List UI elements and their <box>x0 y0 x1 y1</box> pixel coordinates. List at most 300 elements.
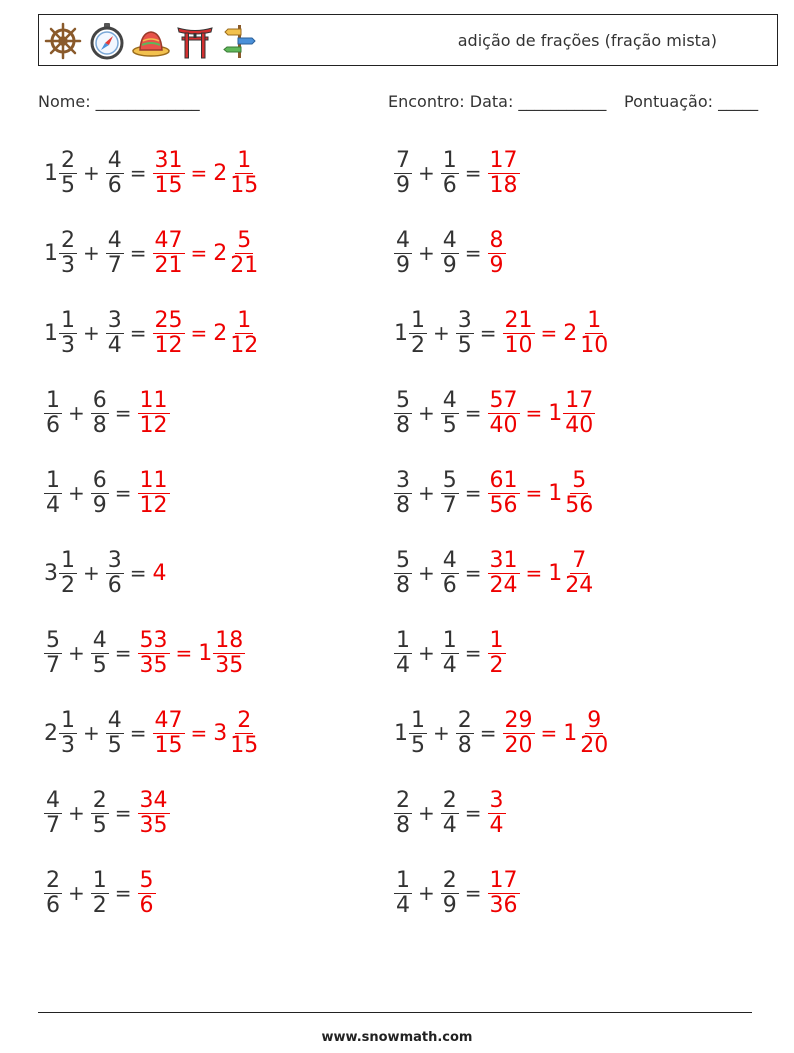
answer-improper-fraction-numerator: 17 <box>489 867 518 893</box>
ship-wheel-icon <box>43 21 83 61</box>
operand-a-fraction-numerator: 1 <box>61 547 75 573</box>
answer-mixed-fraction-numerator: 17 <box>565 387 594 413</box>
problem-row <box>394 783 506 843</box>
plus-sign: + <box>433 721 450 745</box>
operand-b-fraction-numerator: 1 <box>442 147 457 173</box>
answer-equals-sign: = <box>190 321 208 345</box>
plus-sign: + <box>433 321 450 345</box>
answer-improper-fraction-numerator: 3 <box>489 787 504 813</box>
answer-mixed-fraction <box>228 149 260 198</box>
answer-mixed-whole: 1 <box>198 640 213 666</box>
answer-mixed-whole: 1 <box>563 720 578 746</box>
icon-strip <box>43 21 259 61</box>
answer-improper-fraction-numerator: 11 <box>139 467 168 493</box>
operand-b-fraction <box>441 789 459 838</box>
answer-improper-fraction-denominator: 21 <box>154 252 183 278</box>
operand-a-fraction-numerator: 5 <box>46 627 60 653</box>
operand-b-fraction-numerator: 3 <box>107 547 122 573</box>
answer-equals-sign: = <box>540 321 558 345</box>
operand-b-fraction-denominator: 6 <box>442 572 457 598</box>
operand-b-fraction <box>106 149 124 198</box>
operand-a-fraction-denominator: 8 <box>396 412 410 438</box>
problem-row <box>394 303 610 363</box>
answer-mixed-fraction <box>228 709 260 758</box>
operand-a-fraction-numerator: 2 <box>396 787 410 813</box>
operand-a-fraction <box>394 389 412 438</box>
operand-a-fraction-numerator: 2 <box>61 227 75 253</box>
answer-mixed-fraction <box>563 389 595 438</box>
problem-row <box>394 463 595 523</box>
answer-mixed-whole: 2 <box>213 320 228 346</box>
plus-sign: + <box>418 641 435 665</box>
equals-sign: = <box>464 481 482 505</box>
answer-improper-fraction-denominator: 35 <box>139 652 168 678</box>
answer-equals-sign: = <box>525 561 543 585</box>
answer-improper-fraction-numerator: 31 <box>154 147 183 173</box>
answer-improper-fraction <box>153 309 185 358</box>
problem-row <box>394 223 506 283</box>
answer-improper-fraction <box>138 469 170 518</box>
operand-b-fraction-denominator: 9 <box>92 492 107 518</box>
answer-improper-fraction <box>503 309 535 358</box>
answer <box>153 149 261 198</box>
operand-a-fraction-numerator: 3 <box>396 467 410 493</box>
answer-improper-fraction-denominator: 4 <box>489 812 504 838</box>
answer-equals-sign: = <box>175 641 193 665</box>
operand-a-fraction-numerator: 4 <box>396 227 410 253</box>
answer-improper-fraction-denominator: 9 <box>489 252 504 278</box>
operand-b-fraction <box>441 869 459 918</box>
operand-b-fraction <box>91 869 109 918</box>
answer-improper-fraction-denominator: 10 <box>504 332 533 358</box>
answer-equals-sign: = <box>190 721 208 745</box>
operand-b-fraction <box>106 309 124 358</box>
problem-row <box>44 463 170 523</box>
answer-improper-fraction-denominator: 20 <box>504 732 533 758</box>
answer <box>153 561 168 586</box>
equals-sign: = <box>464 801 482 825</box>
operand-a-fraction-denominator: 2 <box>411 332 425 358</box>
answer-improper-fraction-denominator: 2 <box>489 652 504 678</box>
compass-icon <box>87 21 127 61</box>
answer-mixed-fraction-numerator: 1 <box>237 307 252 333</box>
answer-mixed-fraction-denominator: 15 <box>230 172 259 198</box>
operand-b-fraction-numerator: 1 <box>92 867 107 893</box>
operand-a-fraction-numerator: 1 <box>46 467 60 493</box>
equals-sign: = <box>114 401 132 425</box>
operand-b-fraction <box>91 789 109 838</box>
answer <box>138 789 170 838</box>
answer-improper-fraction <box>138 389 170 438</box>
plus-sign: + <box>68 801 85 825</box>
answer <box>503 309 611 358</box>
answer-improper-fraction <box>138 629 170 678</box>
operand-b-fraction-numerator: 2 <box>457 707 472 733</box>
operand-a-fraction-numerator: 1 <box>396 867 410 893</box>
operand-a-fraction-denominator: 8 <box>396 812 410 838</box>
answer <box>503 709 611 758</box>
answer-improper-fraction-denominator: 15 <box>154 172 183 198</box>
equals-sign: = <box>479 721 497 745</box>
operand-a-fraction-denominator: 6 <box>46 412 60 438</box>
equals-sign: = <box>464 881 482 905</box>
plus-sign: + <box>83 161 100 185</box>
header-box <box>38 14 778 66</box>
answer-mixed-whole: 1 <box>548 560 563 586</box>
operand-a-fraction <box>394 229 412 278</box>
operand-b-fraction <box>441 549 459 598</box>
footer-divider <box>38 1012 752 1013</box>
operand-b-fraction-numerator: 5 <box>442 467 457 493</box>
answer-improper-fraction <box>488 149 520 198</box>
name-field-label: Nome: _____________ <box>38 92 200 111</box>
operand-a-fraction <box>59 149 77 198</box>
operand-b-fraction-numerator: 4 <box>107 147 122 173</box>
operand-b-fraction <box>441 229 459 278</box>
plus-sign: + <box>68 641 85 665</box>
operand-a-fraction-numerator: 1 <box>411 307 425 333</box>
problem-row <box>44 863 156 923</box>
plus-sign: + <box>83 721 100 745</box>
answer-mixed-fraction <box>578 709 610 758</box>
answer-improper-fraction-numerator: 8 <box>489 227 504 253</box>
answer-mixed-fraction-denominator: 20 <box>580 732 609 758</box>
operand-b-fraction-denominator: 8 <box>457 732 472 758</box>
operand-a-fraction-numerator: 2 <box>61 147 75 173</box>
operand-a-fraction-numerator: 5 <box>396 387 410 413</box>
answer <box>488 789 506 838</box>
answer-improper-fraction-numerator: 17 <box>489 147 518 173</box>
answer-mixed-fraction-numerator: 5 <box>237 227 252 253</box>
worksheet-title: adição de frações (fração mista) <box>457 31 717 50</box>
answer <box>138 389 170 438</box>
answer-mixed-fraction-denominator: 35 <box>215 652 244 678</box>
answer-improper-fraction-denominator: 18 <box>489 172 518 198</box>
answer-equals-sign: = <box>190 161 208 185</box>
date-field-label: Encontro: Data: ___________ <box>388 92 607 111</box>
operand-a-fraction-numerator: 1 <box>46 387 60 413</box>
answer-improper-fraction-numerator: 31 <box>489 547 518 573</box>
operand-b-fraction-denominator: 4 <box>442 812 457 838</box>
plus-sign: + <box>418 241 435 265</box>
answer <box>488 869 520 918</box>
answer-improper-fraction <box>488 389 520 438</box>
plus-sign: + <box>68 881 85 905</box>
operand-b-fraction-denominator: 2 <box>92 892 107 918</box>
problem-row <box>44 303 260 363</box>
operand-b-fraction-denominator: 6 <box>442 172 457 198</box>
answer-improper-fraction-denominator: 35 <box>139 812 168 838</box>
operand-a-whole: 1 <box>394 320 408 346</box>
answer-improper-fraction-denominator: 6 <box>139 892 154 918</box>
operand-a-fraction-numerator: 5 <box>396 547 410 573</box>
answer-mixed-fraction <box>563 549 595 598</box>
answer-whole: 4 <box>152 560 167 586</box>
answer-improper-fraction-numerator: 57 <box>489 387 518 413</box>
operand-b-fraction-denominator: 4 <box>107 332 122 358</box>
answer-mixed-fraction-denominator: 15 <box>230 732 259 758</box>
plus-sign: + <box>418 481 435 505</box>
operand-b-fraction-denominator: 7 <box>442 492 457 518</box>
answer-mixed-fraction-denominator: 56 <box>565 492 594 518</box>
operand-a-fraction <box>59 309 77 358</box>
equals-sign: = <box>464 241 482 265</box>
plus-sign: + <box>418 881 435 905</box>
equals-sign: = <box>129 321 147 345</box>
answer-improper-fraction-numerator: 53 <box>139 627 168 653</box>
operand-a-fraction-denominator: 9 <box>396 252 410 278</box>
operand-a-fraction-denominator: 2 <box>61 572 75 598</box>
equals-sign: = <box>464 401 482 425</box>
answer-improper-fraction-numerator: 47 <box>154 227 183 253</box>
problem-row <box>44 703 260 763</box>
operand-a-fraction <box>394 629 412 678</box>
operand-b-fraction-numerator: 3 <box>457 307 472 333</box>
operand-b-fraction-denominator: 7 <box>107 252 122 278</box>
operand-b-fraction-numerator: 4 <box>107 227 122 253</box>
answer-equals-sign: = <box>190 241 208 265</box>
answer-improper-fraction <box>488 549 520 598</box>
problem-row <box>394 863 520 923</box>
operand-b-fraction <box>441 389 459 438</box>
answer <box>488 629 506 678</box>
answer-improper-fraction <box>153 149 185 198</box>
operand-a-fraction <box>44 869 62 918</box>
answer-improper-fraction <box>488 469 520 518</box>
operand-a-fraction-denominator: 8 <box>396 572 410 598</box>
operand-b-fraction <box>106 229 124 278</box>
problem-row <box>44 543 168 603</box>
answer-improper-fraction-numerator: 1 <box>489 627 504 653</box>
operand-a-fraction <box>394 789 412 838</box>
operand-b-fraction <box>106 549 124 598</box>
answer-improper-fraction-numerator: 29 <box>504 707 533 733</box>
operand-a-fraction-numerator: 7 <box>396 147 410 173</box>
operand-a-fraction-denominator: 9 <box>396 172 410 198</box>
plus-sign: + <box>68 401 85 425</box>
operand-a-whole: 1 <box>394 720 408 746</box>
operand-a-fraction-numerator: 2 <box>46 867 60 893</box>
equals-sign: = <box>129 721 147 745</box>
operand-a-fraction-denominator: 4 <box>46 492 60 518</box>
answer <box>138 469 170 518</box>
operand-a-whole: 3 <box>44 560 58 586</box>
operand-b-fraction-denominator: 5 <box>457 332 472 358</box>
answer-improper-fraction <box>488 789 506 838</box>
sombrero-icon <box>131 21 171 61</box>
operand-a-fraction-denominator: 4 <box>396 652 410 678</box>
signpost-icon <box>219 21 259 61</box>
answer-improper-fraction-denominator: 15 <box>154 732 183 758</box>
plus-sign: + <box>418 801 435 825</box>
operand-b-fraction-numerator: 4 <box>442 547 457 573</box>
answer-improper-fraction <box>153 709 185 758</box>
operand-a-fraction <box>394 149 412 198</box>
operand-b-fraction <box>456 309 474 358</box>
operand-a-fraction-denominator: 7 <box>46 652 60 678</box>
operand-a-fraction <box>44 389 62 438</box>
equals-sign: = <box>464 161 482 185</box>
operand-a-fraction <box>394 869 412 918</box>
answer-improper-fraction-denominator: 36 <box>489 892 518 918</box>
footer-url: www.snowmath.com <box>321 1030 473 1045</box>
answer-improper-fraction <box>138 869 156 918</box>
operand-a-fraction-denominator: 5 <box>411 732 425 758</box>
answer <box>138 869 156 918</box>
problem-row <box>394 383 595 443</box>
answer-mixed-fraction-numerator: 1 <box>587 307 602 333</box>
operand-a-fraction-denominator: 8 <box>396 492 410 518</box>
operand-a-fraction <box>44 789 62 838</box>
operand-a-whole: 1 <box>44 160 58 186</box>
answer-improper-fraction-numerator: 47 <box>154 707 183 733</box>
answer-improper-fraction-numerator: 34 <box>139 787 168 813</box>
answer-improper-fraction-numerator: 25 <box>154 307 183 333</box>
operand-a-fraction <box>394 549 412 598</box>
equals-sign: = <box>114 881 132 905</box>
equals-sign: = <box>114 641 132 665</box>
answer <box>488 389 596 438</box>
answer <box>488 549 596 598</box>
equals-sign: = <box>129 161 147 185</box>
operand-b-fraction <box>441 629 459 678</box>
problem-row <box>394 703 610 763</box>
answer-mixed-fraction-numerator: 7 <box>572 547 587 573</box>
answer-improper-fraction-denominator: 24 <box>489 572 518 598</box>
operand-b-fraction <box>456 709 474 758</box>
answer-mixed-fraction-denominator: 10 <box>580 332 609 358</box>
answer-mixed-fraction <box>228 309 260 358</box>
operand-b-fraction-numerator: 6 <box>92 467 107 493</box>
operand-b-fraction <box>91 469 109 518</box>
answer-mixed-whole: 1 <box>548 400 563 426</box>
operand-b-fraction-numerator: 4 <box>442 387 457 413</box>
operand-b-fraction-denominator: 6 <box>107 572 122 598</box>
operand-b-fraction-numerator: 4 <box>107 707 122 733</box>
equals-sign: = <box>464 641 482 665</box>
answer-improper-fraction-denominator: 12 <box>154 332 183 358</box>
answer-mixed-fraction <box>213 629 245 678</box>
plus-sign: + <box>83 561 100 585</box>
equals-sign: = <box>464 561 482 585</box>
operand-b-fraction-denominator: 9 <box>442 892 457 918</box>
operand-b-fraction-numerator: 4 <box>92 627 107 653</box>
plus-sign: + <box>68 481 85 505</box>
operand-a-fraction-numerator: 1 <box>411 707 425 733</box>
operand-b-fraction-denominator: 4 <box>442 652 457 678</box>
equals-sign: = <box>129 561 147 585</box>
problem-row <box>394 543 595 603</box>
plus-sign: + <box>83 321 100 345</box>
plus-sign: + <box>418 401 435 425</box>
answer-mixed-fraction-numerator: 1 <box>237 147 252 173</box>
answer-improper-fraction-denominator: 56 <box>489 492 518 518</box>
operand-a-fraction-numerator: 1 <box>61 707 75 733</box>
operand-a-fraction <box>394 469 412 518</box>
operand-a-fraction <box>59 549 77 598</box>
answer <box>138 629 246 678</box>
operand-a-whole: 1 <box>44 240 58 266</box>
operand-a-fraction <box>59 229 77 278</box>
operand-b-fraction-denominator: 5 <box>442 412 457 438</box>
problem-row <box>394 623 506 683</box>
operand-b-fraction-numerator: 2 <box>442 787 457 813</box>
answer-improper-fraction-denominator: 12 <box>139 412 168 438</box>
answer-mixed-whole: 2 <box>563 320 578 346</box>
operand-b-fraction <box>441 469 459 518</box>
answer-improper-fraction <box>503 709 535 758</box>
answer-mixed-fraction-numerator: 2 <box>237 707 252 733</box>
equals-sign: = <box>129 241 147 265</box>
operand-b-fraction-denominator: 5 <box>92 652 107 678</box>
operand-a-fraction-numerator: 4 <box>46 787 60 813</box>
answer-mixed-fraction <box>578 309 610 358</box>
problem-row <box>394 143 520 203</box>
problem-row <box>44 783 170 843</box>
operand-b-fraction-denominator: 5 <box>107 732 122 758</box>
answer-improper-fraction-numerator: 11 <box>139 387 168 413</box>
problem-row <box>44 623 245 683</box>
answer-equals-sign: = <box>525 481 543 505</box>
answer <box>153 229 261 278</box>
answer-improper-fraction-numerator: 5 <box>139 867 154 893</box>
operand-b-fraction-numerator: 3 <box>107 307 122 333</box>
answer-improper-fraction <box>488 869 520 918</box>
operand-a-fraction-denominator: 3 <box>61 252 75 278</box>
operand-a-fraction-denominator: 6 <box>46 892 60 918</box>
answer-mixed-fraction-denominator: 24 <box>565 572 594 598</box>
answer-mixed-fraction-numerator: 5 <box>572 467 587 493</box>
problem-row <box>44 223 260 283</box>
plus-sign: + <box>418 561 435 585</box>
answer <box>488 229 506 278</box>
operand-b-fraction-denominator: 8 <box>92 412 107 438</box>
answer <box>488 469 596 518</box>
operand-a-fraction <box>44 469 62 518</box>
answer-improper-fraction <box>138 789 170 838</box>
equals-sign: = <box>114 801 132 825</box>
answer-mixed-whole: 3 <box>213 720 228 746</box>
operand-b-fraction-numerator: 6 <box>92 387 107 413</box>
answer-improper-fraction-numerator: 21 <box>504 307 533 333</box>
answer-improper-fraction-denominator: 40 <box>489 412 518 438</box>
equals-sign: = <box>114 481 132 505</box>
answer-equals-sign: = <box>540 721 558 745</box>
plus-sign: + <box>83 241 100 265</box>
operand-b-fraction <box>91 629 109 678</box>
operand-a-fraction-denominator: 4 <box>396 892 410 918</box>
problem-row <box>44 143 260 203</box>
operand-b-fraction-numerator: 1 <box>442 627 457 653</box>
operand-a-fraction-denominator: 7 <box>46 812 60 838</box>
answer-mixed-fraction-numerator: 18 <box>215 627 244 653</box>
operand-b-fraction <box>106 709 124 758</box>
operand-a-fraction <box>409 309 427 358</box>
answer-mixed-whole: 1 <box>548 480 563 506</box>
operand-a-fraction <box>44 629 62 678</box>
operand-a-fraction-denominator: 5 <box>61 172 75 198</box>
answer-improper-fraction <box>488 229 506 278</box>
answer-improper-fraction <box>488 629 506 678</box>
operand-b-fraction <box>91 389 109 438</box>
operand-a-fraction-numerator: 1 <box>396 627 410 653</box>
answer-mixed-fraction-denominator: 12 <box>230 332 259 358</box>
operand-a-whole: 1 <box>44 320 58 346</box>
torii-gate-icon <box>175 21 215 61</box>
answer <box>153 709 261 758</box>
operand-b-fraction-numerator: 2 <box>442 867 457 893</box>
score-field-label: Pontuação: _____ <box>624 92 759 111</box>
